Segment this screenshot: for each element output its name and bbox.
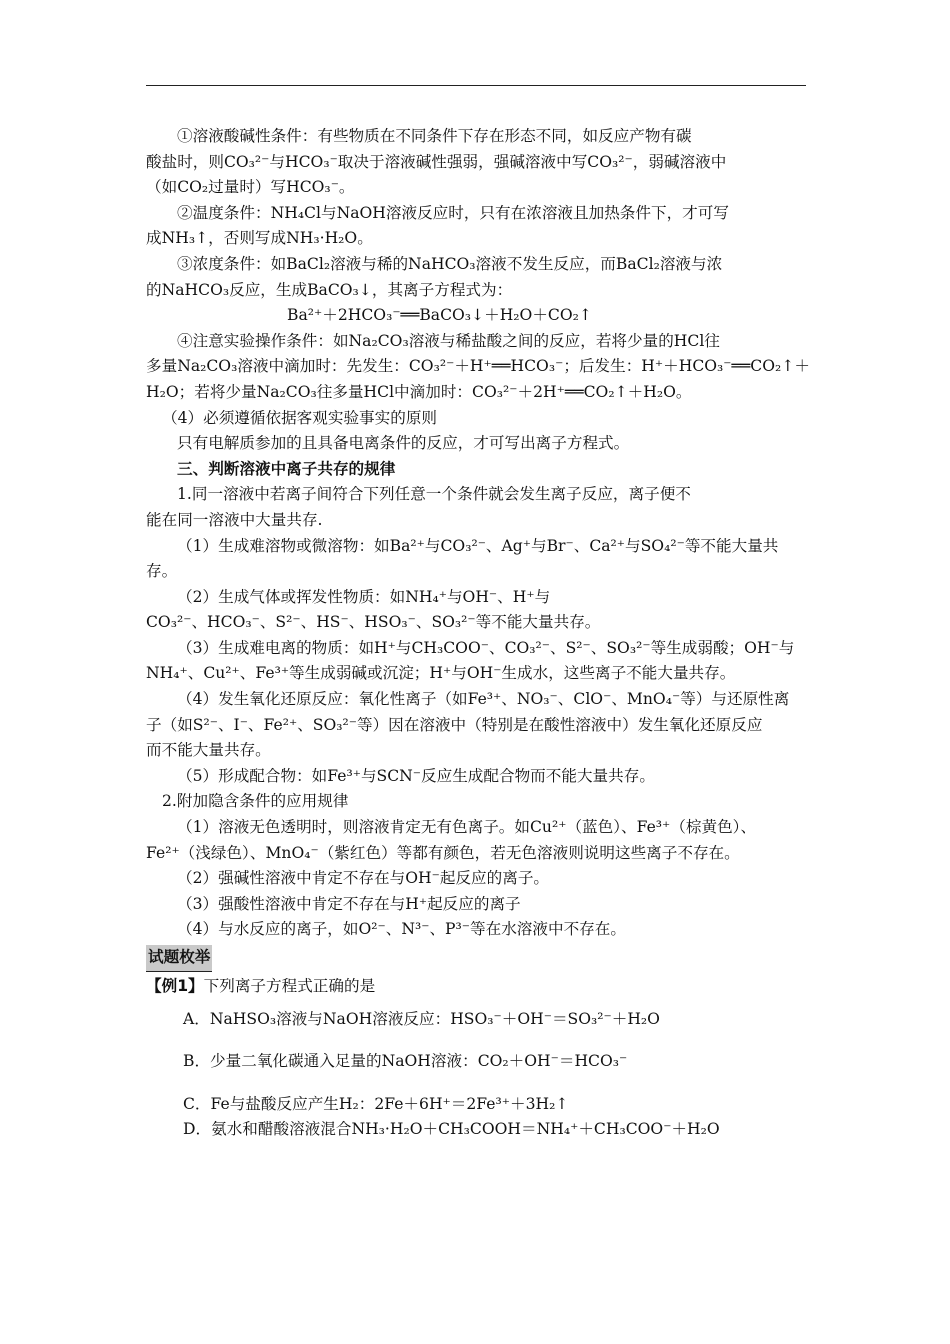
option-a: A．NaHSO₃溶液与NaOH溶液反应：HSO₃⁻＋OH⁻＝SO₃²⁻＋H₂O — [183, 1009, 660, 1028]
example-question — [146, 974, 810, 1000]
body-line: （4）发生氧化还原反应：氧化性离子（如Fe³⁺、NO₃⁻、ClO⁻、MnO₄⁻等）与还原性离 — [177, 690, 790, 709]
section-tag-row — [146, 943, 810, 970]
example-label: 【例1】 — [146, 977, 204, 995]
body-line: （1）生成难溶物或微溶物：如Ba²⁺与CO₃²⁻、Ag⁺与Br⁻、Ca²⁺与SO₄²⁻等不能大量共 — [177, 536, 779, 555]
body-line: ①溶液酸碱性条件：有些物质在不同条件下存在形态不同，如反应产物有碳 — [177, 127, 692, 145]
body-line: 多量Na₂CO₃溶液中滴加时：先发生：CO₃²⁻＋H⁺══HCO₃⁻；后发生：H⁺＋HCO₃⁻══CO₂↑＋ — [146, 357, 810, 376]
body-line: Ba²⁺＋2HCO₃⁻══BaCO₃↓＋H₂O＋CO₂↑ — [287, 306, 592, 325]
body-line: （3）强酸性溶液中肯定不存在与H⁺起反应的离子 — [177, 894, 521, 913]
body-line: （2）生成气体或挥发性物质：如NH₄⁺与OH⁻、H⁺与 — [177, 587, 551, 606]
body-paragraphs — [146, 124, 810, 943]
body-line: ③浓度条件：如BaCl₂溶液与稀的NaHCO₃溶液不发生反应，而BaCl₂溶液与浓 — [177, 254, 723, 273]
option-d: D．氨水和醋酸溶液混合NH₃·H₂O＋CH₃COOH＝NH₄⁺＋CH₃COO⁻＋H₂O — [183, 1120, 720, 1139]
section-tag: 试题枚举 — [146, 945, 212, 972]
body-line: （如CO₂过量时）写HCO₃⁻。 — [146, 178, 355, 197]
body-line: （4）与水反应的离子，如O²⁻、N³⁻、P³⁻等在水溶液中不存在。 — [177, 920, 626, 939]
option-b: B．少量二氧化碳通入足量的NaOH溶液：CO₂＋OH⁻＝HCO₃⁻ — [183, 1052, 628, 1071]
body-line: （4）必须遵循依据客观实验事实的原则 — [162, 408, 438, 427]
body-line: 只有电解质参加的且具备电离条件的反应，才可写出离子方程式。 — [177, 434, 630, 453]
body-line: 能在同一溶液中大量共存. — [146, 510, 323, 529]
body-line: ④注意实验操作条件：如Na₂CO₃溶液与稀盐酸之间的反应，若将少量的HCl往 — [177, 331, 720, 350]
body-line: 2.附加隐含条件的应用规律 — [162, 792, 349, 811]
body-line: 1.同一溶液中若离子间符合下列任意一个条件就会发生离子反应，离子便不 — [177, 485, 691, 504]
option-c: C．Fe与盐酸反应产生H₂：2Fe＋6H⁺＝2Fe³⁺＋3H₂↑ — [183, 1094, 569, 1113]
body-line: 三、判断溶液中离子共存的规律 — [177, 459, 396, 478]
body-line: （5）形成配合物：如Fe³⁺与SCN⁻反应生成配合物而不能大量共存。 — [177, 766, 655, 785]
document-body — [146, 124, 810, 1143]
example-question-text: 下列离子方程式正确的是 — [203, 977, 376, 995]
body-line: 而不能大量共存。 — [146, 741, 271, 760]
body-line: H₂O；若将少量Na₂CO₃往多量HCl中滴加时：CO₃²⁻＋2H⁺══CO₂↑＋H₂O。 — [146, 382, 692, 401]
body-line: 酸盐时，则CO₃²⁻与HCO₃⁻取决于溶液碱性强弱，强碱溶液中写CO₃²⁻，弱碱溶液中 — [146, 152, 727, 171]
body-line: （3）生成难电离的物质：如H⁺与CH₃COO⁻、CO₃²⁻、S²⁻、SO₃²⁻等生成弱酸；OH⁻与 — [177, 638, 795, 657]
body-line: CO₃²⁻、HCO₃⁻、S²⁻、HS⁻、HSO₃⁻、SO₃²⁻等不能大量共存。 — [146, 613, 601, 632]
body-line: Fe²⁺（浅绿色）、MnO₄⁻（紫红色）等都有颜色，若无色溶液则说明这些离子不存在。 — [146, 843, 740, 862]
body-line: （2）强碱性溶液中肯定不存在与OH⁻起反应的离子。 — [177, 869, 550, 888]
header-rule — [146, 85, 806, 86]
body-line: NH₄⁺、Cu²⁺、Fe³⁺等生成弱碱或沉淀；H⁺与OH⁻生成水，这些离子不能大量共存。 — [146, 664, 736, 683]
body-line: （1）溶液无色透明时，则溶液肯定无有色离子。如Cu²⁺（蓝色）、Fe³⁺（棕黄色）、 — [177, 818, 757, 837]
body-line: 存。 — [146, 562, 178, 581]
body-line: 子（如S²⁻、I⁻、Fe²⁺、SO₃²⁻等）因在溶液中（特别是在酸性溶液中）发生氧化还原反应 — [146, 715, 763, 734]
body-line: 的NaHCO₃反应，生成BaCO₃↓，其离子方程式为： — [146, 280, 513, 299]
body-line: 成NH₃↑，否则写成NH₃·H₂O。 — [146, 229, 373, 248]
body-line: ②温度条件：NH₄Cl与NaOH溶液反应时，只有在浓溶液且加热条件下，才可写 — [177, 203, 729, 222]
